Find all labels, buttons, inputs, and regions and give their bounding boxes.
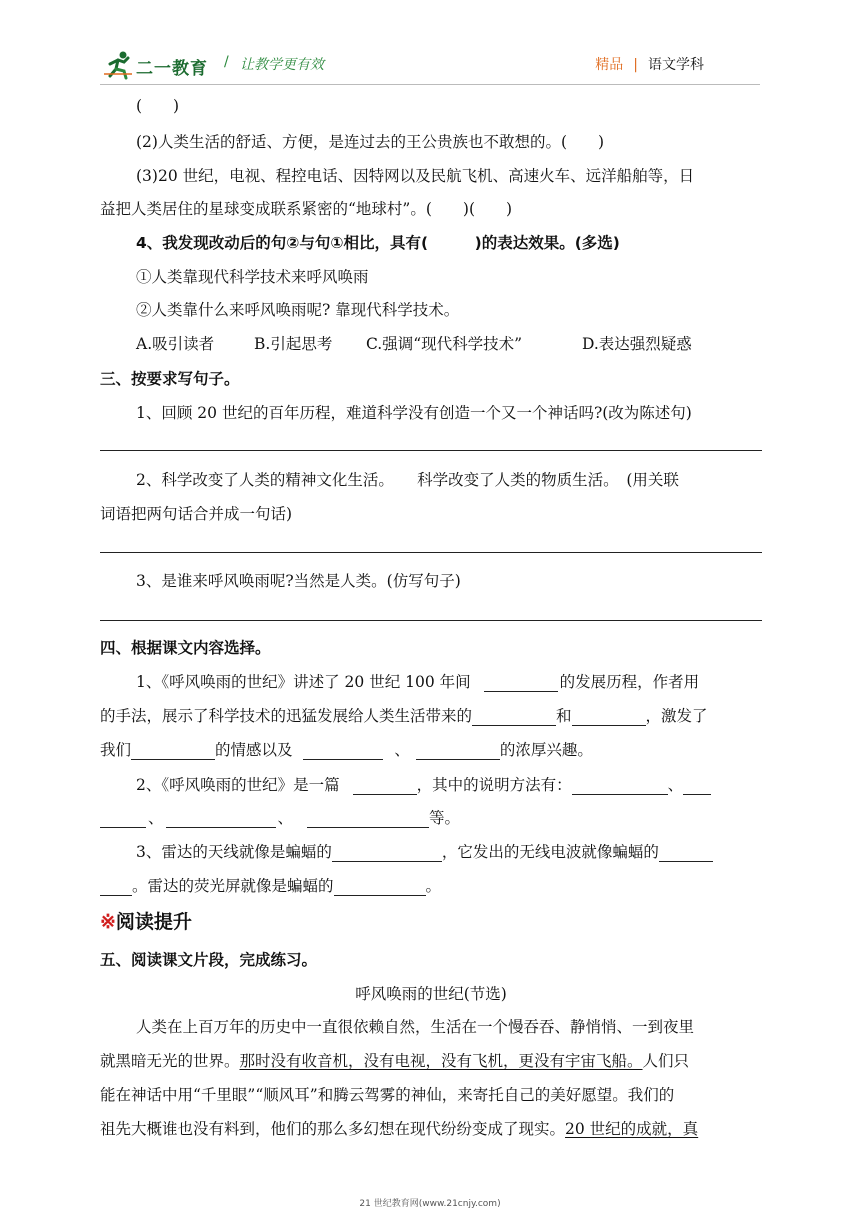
section3-title: 三、按要求写句子。 [100, 370, 240, 388]
header-slash: / [224, 54, 229, 70]
page-footer: 21 世纪教育网(www.21cnjy.com) [359, 1199, 501, 1209]
runner-logo-icon [104, 50, 134, 80]
passage-line1: 人类在上百万年的历史中一直很依赖自然，生活在一个慢吞吞、静悄悄、一到夜里 [136, 1018, 695, 1036]
fill-blank[interactable] [307, 809, 429, 828]
underlined-sentence: 那时没有收音机，没有电视，没有飞机，更没有宇宙飞船。 [239, 1052, 643, 1070]
q3-item3-line2: 益把人类居住的星球变成联系紧密的“地球村”。( )( ) [100, 200, 513, 218]
sec3-q3: 3、是谁来呼风唤雨呢?当然是人类。(仿写句子) [136, 572, 461, 590]
q3-item2: (2)人类生活的舒适、方便，是连过去的王公贵族也不敢想的。( ) [136, 133, 605, 151]
reference-mark-icon: ※ [100, 911, 116, 933]
fill-blank[interactable] [334, 877, 426, 896]
header-separator: | [633, 57, 638, 73]
fill-blank[interactable] [100, 877, 132, 896]
q4-sentence1: ①人类靠现代科学技术来呼风唤雨 [136, 268, 369, 286]
logo [100, 50, 210, 80]
subject-label: 语文学科 [648, 57, 704, 73]
logo-text: 二一教育 [136, 59, 208, 79]
section5-title: 五、阅读课文片段，完成练习。 [100, 951, 318, 969]
sec4-q2-line1: 2、《呼风唤雨的世纪》是一篇 ，其中的说明方法有： 、 [136, 775, 762, 795]
fill-blank[interactable] [484, 673, 558, 692]
sec4-q3-line2: 。雷达的荧光屏就像是蝙蝠的 。 [100, 876, 762, 896]
header-divider [100, 84, 760, 85]
passage-line4: 祖先大概谁也没有料到，他们的那么多幻想在现代纷纷变成了现实。20 世纪的成就，真 [100, 1120, 699, 1138]
fill-blank[interactable] [353, 776, 417, 795]
answer-line [100, 450, 762, 451]
fill-blank[interactable] [572, 776, 668, 795]
quality-label: 精品 [595, 57, 624, 73]
reading-title: 阅读提升 [115, 911, 192, 933]
answer-line [100, 552, 762, 553]
answer-line [100, 620, 762, 621]
section4-title: 四、根据课文内容选择。 [100, 639, 271, 657]
fill-blank[interactable] [683, 776, 711, 795]
sec4-q1-line3: 我们 的情感以及 、 的浓厚兴趣。 [100, 741, 593, 759]
sec3-q2-line1: 2、科学改变了人类的精神文化生活。 科学改变了人类的物质生活。 (用关联 [136, 471, 679, 489]
header-right [595, 54, 704, 74]
fill-blank[interactable] [166, 809, 276, 828]
sec3-q1: 1、回顾 20 世纪的百年历程，难道科学没有创造一个又一个神话吗?(改为陈述句) [136, 404, 692, 422]
q4-option-d: D.表达强烈疑惑 [582, 335, 692, 353]
reading-heading [100, 909, 762, 936]
passage-line2: 就黑暗无光的世界。那时没有收音机，没有电视，没有飞机，更没有宇宙飞船。人们只 [100, 1052, 690, 1070]
underlined-sentence: 20 世纪的成就，真 [565, 1120, 699, 1138]
fill-blank[interactable] [131, 741, 215, 760]
fill-blank[interactable] [332, 843, 442, 862]
fill-blank[interactable] [100, 809, 146, 828]
fill-blank[interactable] [472, 707, 556, 726]
sec4-q1-line1: 1、《呼风唤雨的世纪》讲述了 20 世纪 100 年间 的发展历程，作者用 [136, 673, 700, 691]
page-header [100, 44, 760, 84]
fill-blank[interactable] [416, 741, 500, 760]
fill-blank[interactable] [659, 843, 713, 862]
sec4-q2-line2: 、 、 等。 [100, 808, 762, 828]
sec4-q3-line1: 3、雷达的天线就像是蝙蝠的 ，它发出的无线电波就像蝙蝠的 [136, 842, 762, 862]
q3-item3-line1: (3)20 世纪，电视、程控电话、因特网以及民航飞机、高速火车、远洋船舶等，日 [136, 167, 695, 185]
fill-blank[interactable] [572, 707, 646, 726]
passage-title: 呼风唤雨的世纪(节选) [355, 985, 507, 1003]
q4-option-a: A.吸引读者 [136, 335, 215, 353]
passage-line3: 能在神话中用“千里眼”“顺风耳”和腾云驾雾的神仙，来寄托自己的美好愿望。我们的 [100, 1086, 675, 1104]
fill-blank[interactable] [303, 741, 383, 760]
q4-title: 4、我发现改动后的句②与句①相比，具有( )的表达效果。(多选) [136, 234, 620, 252]
header-slogan: 让教学更有效 [240, 57, 324, 73]
sec4-q1-line2: 的手法，展示了科学技术的迅猛发展给人类生活带来的 和 ，激发了 [100, 707, 708, 725]
q3-item1-tail: ( ) [136, 97, 180, 115]
sec3-q2-line2: 词语把两句话合并成一句话) [100, 505, 293, 523]
q4-option-b: B.引起思考 [254, 335, 333, 353]
q4-sentence2: ②人类靠什么来呼风唤雨呢? 靠现代科学技术。 [136, 301, 460, 319]
q4-option-c: C.强调“现代科学技术” [366, 335, 523, 353]
q4-options [136, 334, 708, 354]
